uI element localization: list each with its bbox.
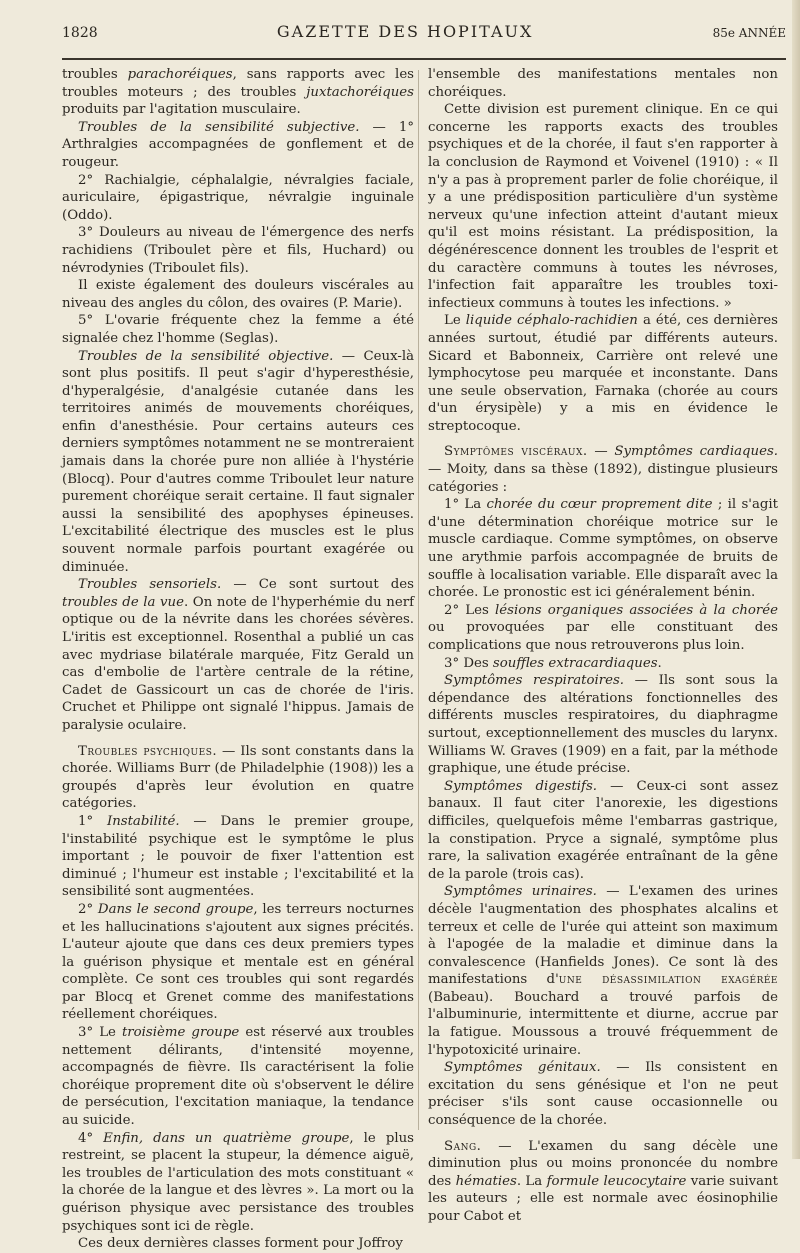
section-paragraph: Troubles psychiques. — Ils sont constants dans la chorée. Williams Burr (de Philadelphie (1908)) les a groupés d'après leur évolution en quatre catégories. [62,743,414,812]
running-header [62,22,786,46]
page-edge [792,0,800,1159]
column-divider [418,70,419,1130]
paragraph: Ces deux dernières classes forment pour Joffroy [78,1236,403,1252]
paragraph: Le liquide céphalo-rachidien a été, ces dernières années surtout, étudié par différents auteurs. Sicard et Babonneix, Carrière ont relevé une lymphocytose peu marquée et inconstante. Dans une seule observation, Farnaka (chorée au cours d'un érysipèle) y a mis en évidence le streptocoque. [428,313,778,434]
paragraph: Symptômes urinaires. — L'examen des urines décèle l'augmentation des phosphates alcalins et terreux et celle de l'urée qui atteint son maximum à l'apogée de la maladie et diminue dans la convalescence (Hanfields Jones). Ce sont là des manifestations d'une désassimilation exagérée (Babeau). Bouchard a trouvé parfois de l'albuminurie, intermittente et diurne, accrue par la fatigue. Moussous a trouvé fréquemment de l'hypotoxicité urinaire. [428,884,779,1058]
paragraph: l'ensemble des manifestations mentales non choréiques. [428,67,778,100]
paragraph: 2° Les lésions organiques associées à la chorée ou provoquées par elle constituant des complications que nous retrouverons plus loin. [428,602,778,653]
paragraph: 1° La chorée du cœur proprement dite ; il s'agit d'une détermination choréique motrice sur le muscle cardiaque. Comme symptômes, on observe une arythmie parfois accompagnée de bruits de souffle à localisation variable. Elle disparaît avec la chorée. Le pronostic est ici généralement bénin. [428,497,778,601]
section-paragraph: Symptômes viscéraux. — Symptômes cardiaques. — Moity, dans sa thèse (1892), distingue plusieurs catégories : [428,444,778,495]
paragraph: 2° Rachialgie, céphalalgie, névralgies faciale, auriculaire, épigastrique, névralgie inguinale (Oddo). [62,172,414,223]
paragraph: 1° Instabilité. — Dans le premier groupe, l'instabilité psychique est le symptôme le plus important ; le pouvoir de fixer l'attention est diminué ; l'humeur est instable ; l'excitabilité et la sensibilité sont augmentées. [62,813,414,900]
page-number: 1828 [62,25,98,41]
paragraph: 3° Des souffles extracardiaques. [444,655,662,671]
right-column [428,66,778,1226]
journal-title: GAZETTE DES HOPITAUX [276,22,534,41]
paragraph: Symptômes génitaux. — Ils consistent en excitation du sens génésique et l'on ne peut préciser s'ils sont cause occasionnelle ou conséquence de la chorée. [428,1060,778,1129]
paragraph: 3° Douleurs au niveau de l'émergence des nerfs rachidiens (Triboulet père et fils, Huchard) ou névrodynies (Triboulet fils). [62,225,414,276]
section-paragraph: Sang. — L'examen du sang décèle une diminution plus ou moins prononcée du nombre des hématies. La formule leucocytaire varie suivant les auteurs ; elle est normale avec éosinophilie pour Cabot et [428,1138,778,1224]
paragraph: troubles parachoréiques, sans rapports avec les troubles moteurs ; des troubles juxtachoréiques produits par l'agitation musculaire. [62,67,415,118]
paragraph: 2° Dans le second groupe, les terreurs nocturnes et les hallucinations s'ajoutent aux signes précités. L'auteur ajoute que dans ces deux premiers types la guérison physique et mentale est en général complète. Ce sont ces troubles qui sont regardés par Blocq et Grenet comme des manifestations réellement choréiques. [62,901,414,1023]
paragraph: 3° Le troisième groupe est réservé aux troubles nettement délirants, d'intensité moyenne, accompagnés de fièvre. Ils caractérisent la folie choréique proprement dite où s'observent le délire de persécution, l'excitation maniaque, la tendance au suicide. [62,1025,414,1129]
volume-year: 85e ANNÉE [712,26,786,40]
paragraph: 5° L'ovarie fréquente chez la femme a été signalée chez l'homme (Seglas). [62,313,414,346]
paragraph: 4° Enfin, dans un quatrième groupe, le plus restreint, se placent la stupeur, la démence aiguë, les troubles de l'articulation des mots constituant « la chorée de la langue et des lèvres ». La mort ou la guérison physique avec persistance des troubles psychiques sont ici de règle. [62,1130,414,1234]
header-rule [62,58,786,60]
paragraph: Troubles de la sensibilité subjective. — 1° Arthralgies accompagnées de gonflement et de rougeur. [62,119,414,170]
paragraph: Symptômes digestifs. — Ceux-ci sont assez banaux. Il faut citer l'anorexie, les digestions difficiles, quelquefois même l'embarras gastrique, la constipation. Pryce a signalé, symptôme plus rare, la salivation exagérée entraînant de la gêne de la parole (trois cas). [428,778,778,882]
paragraph: Troubles sensoriels. — Ce sont surtout des troubles de la vue. On note de l'hyperhémie du nerf optique ou de la névrite dans les chorées sévères. L'iritis est exceptionnel. Rosenthal a publié un cas avec mydriase bilatérale marquée, Fitz Gerald un cas d'embolie de l'artère centrale de la rétine, Cadet de Gassicourt un cas de chorée de l'iris. Cruchet et Philippe ont signalé l'hippus. Jamais de paralysie oculaire. [62,577,414,733]
paragraph: Troubles de la sensibilité objective. — Ceux-là sont plus positifs. Il peut s'agir d'hyperesthésie, d'hyperalgésie, d'analgésie cutanée dans les territoires animés de mouvements choréiques, enfin d'anesthésie. Pour certains auteurs ces derniers symptômes notamment ne se montreraient jamais dans la chorée pure non alliée à l'hystérie (Blocq). Pour d'autres comme Triboulet leur nature purement choréique serait certaine. Il faut signaler aussi la sensibilité des apophyses épineuses. L'excitabilité électrique des muscles est le plus souvent normale parfois pourtant exagérée ou diminuée. [62,348,415,575]
paragraph: Symptômes respiratoires. — Ils sont sous la dépendance des altérations fonctionnelles des différents muscles respiratoires, du diaphragme surtout, exceptionnellement des muscles du larynx. Williams W. Graves (1909) en a fait, par la méthode graphique, une étude précise. [428,673,778,777]
paragraph: Cette division est purement clinique. En ce qui concerne les rapports exacts des troubles psychiques et de la chorée, il faut s'en rapporter à la conclusion de Raymond et Voivenel (1910) : « Il n'y a pas à proprement parler de folie choréique, il y a une prédisposition particulière d'un système nerveux qu'une infection atteint d'autant mieux qu'il est moins résistant. La prédisposition, la dégénérescence donnent les troubles de l'esprit et du caractère communs à toutes les névroses, l'infection fait apparaître les troubles toxi-infectieux communs à toutes les infections. » [428,102,778,311]
left-column [62,66,414,1253]
paragraph: Il existe également des douleurs viscérales au niveau des angles du côlon, des ovaires (P. Marie). [62,278,414,311]
